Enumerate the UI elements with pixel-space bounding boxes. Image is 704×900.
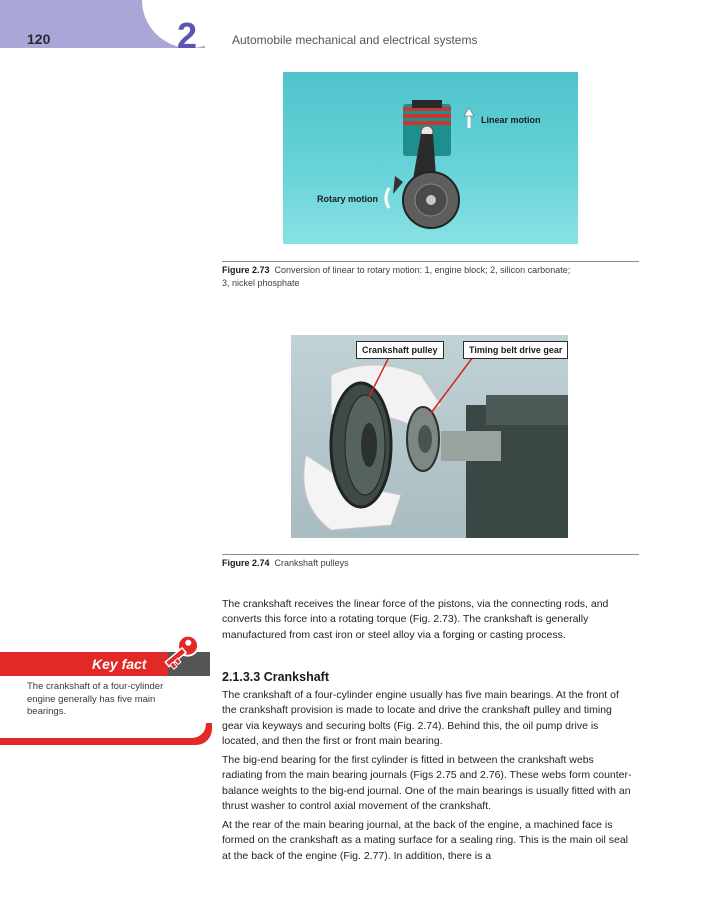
piston-ring [403,121,451,125]
figure-2-73-caption [222,264,637,290]
section-paragraph: The big-end bearing for the first cylinder is fitted in between the crankshaft webs radiating from the main bearing journals (Figs 2.75 and 2.76). These webs form counter-balance weights to the big-end journal. One of the main bearings is usually fitted with an thrust washer to control axial movement of the crankshaft. [222,754,632,812]
chapter-number: 2 [177,15,198,56]
caption-text-2: 3, nickel phosphate [222,278,300,288]
figure-2-74-image [291,335,568,538]
leader-line-gear [431,357,473,413]
pulley-bore [361,423,377,467]
page-number: 120 [27,31,51,47]
caption-text: Conversion of linear to rotary motion: 1, engine block; 2, silicon carbonate; [274,265,571,275]
crank-center [426,195,436,205]
crankshaft-pulley-photo [291,335,568,538]
figure-2-73-image [283,72,578,244]
timing-gear-hub [418,425,432,453]
callout-timing-belt-drive-gear: Timing belt drive gear [463,341,568,359]
key-fact-text: The crankshaft of a four-cylinder engine generally has five main bearings. [27,681,164,717]
crankshaft-nose [441,431,501,461]
rotary-arrow-icon [386,188,389,208]
caption-number: Figure 2.74 [222,558,270,568]
callout-crankshaft-pulley: Crankshaft pulley [356,341,444,359]
linear-arrow-icon [464,108,474,116]
section-paragraph: At the rear of the main bearing journal, at the back of the engine, a machined face is formed on the crankshaft as a mating surface for a sealing ring. This is the main oil seal at the back of the engine (Fig. 2.77). In addition, there is a [222,819,629,862]
book-title: Automobile mechanical and electrical systems [232,33,478,47]
label-rotary-motion: Rotary motion [317,194,379,204]
intro-paragraph: The crankshaft receives the linear force of the pistons, via the connecting rods, and converts this force into a rotating torque (Fig. 2.73). The crankshaft is generally manufactured from cast iron or steel alloy via a forging or casting process. [222,598,609,641]
section-heading: 2.1.3.3 Crankshaft [222,670,329,684]
caption-text: Crankshaft pulleys [274,558,349,568]
caption-rule [222,261,639,262]
piston-crown [412,100,442,108]
piston-crank-illustration [283,72,578,244]
caption-rule [222,554,639,555]
key-icon [160,634,210,678]
piston-ring [403,114,451,118]
counterweight [393,176,403,194]
section-paragraph: The crankshaft of a four-cylinder engine usually has five main bearings. At the front of the crankshaft provision is made to locate and drive the crankshaft pulley and timing gear via keyways and securing bolts (Fig. 2.74). Behind this, the oil pump drive is located, and then the first or front main bearing. [222,689,619,747]
key-fact-bottom-mask [0,718,206,738]
engine-block-top [486,395,568,425]
key-fact-title: Key fact [92,656,147,672]
figure-2-74-caption [222,557,637,570]
caption-number: Figure 2.73 [222,265,270,275]
label-linear-motion: Linear motion [481,115,541,125]
